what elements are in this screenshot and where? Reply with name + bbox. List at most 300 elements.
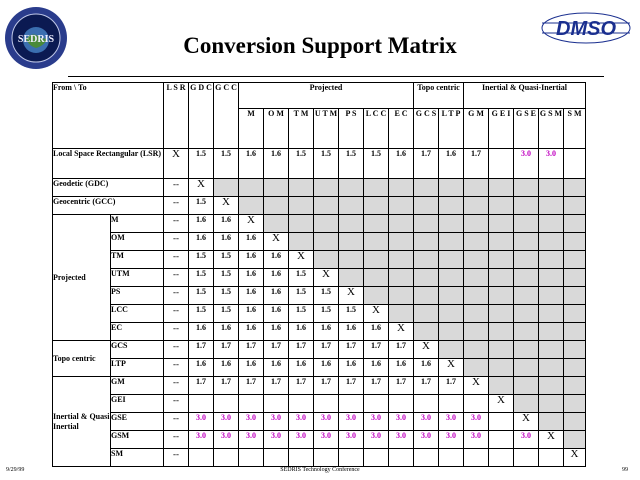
matrix-cell: 3.0 xyxy=(314,413,339,431)
row-label: Local Space Rectangular (LSR) xyxy=(53,149,164,179)
matrix-cell: -- xyxy=(164,215,189,233)
matrix-cell: 3.0 xyxy=(239,413,264,431)
col-header-gcc: G C C xyxy=(214,83,239,149)
matrix-cell: -- xyxy=(164,341,189,359)
matrix-cell xyxy=(539,197,564,215)
matrix-cell xyxy=(564,359,586,377)
col-header: G M xyxy=(464,109,489,149)
matrix-cell xyxy=(489,323,514,341)
matrix-cell: 1.5 xyxy=(189,287,214,305)
matrix-cell: 1.7 xyxy=(389,377,414,395)
matrix-cell xyxy=(289,449,314,467)
matrix-cell xyxy=(314,215,339,233)
matrix-cell: X xyxy=(439,359,464,377)
matrix-cell xyxy=(264,395,289,413)
row-label: GM xyxy=(111,377,164,395)
matrix-cell: 1.7 xyxy=(464,149,489,179)
matrix-cell: 1.6 xyxy=(264,305,289,323)
matrix-cell xyxy=(489,149,514,179)
matrix-cell: 1.5 xyxy=(189,251,214,269)
matrix-cell xyxy=(539,305,564,323)
matrix-cell xyxy=(439,323,464,341)
matrix-cell: 1.6 xyxy=(389,359,414,377)
matrix-cell xyxy=(489,431,514,449)
matrix-cell xyxy=(289,215,314,233)
matrix-cell xyxy=(564,215,586,233)
matrix-cell: 3.0 xyxy=(464,431,489,449)
matrix-cell xyxy=(564,179,586,197)
matrix-cell xyxy=(264,179,289,197)
table-row xyxy=(53,305,586,323)
matrix-cell: X xyxy=(364,305,389,323)
matrix-cell: 3.0 xyxy=(264,413,289,431)
matrix-cell xyxy=(564,197,586,215)
matrix-cell xyxy=(364,395,389,413)
row-label: EC xyxy=(111,323,164,341)
matrix-cell: 3.0 xyxy=(439,413,464,431)
matrix-cell: 3.0 xyxy=(514,431,539,449)
matrix-cell: 1.5 xyxy=(339,305,364,323)
matrix-cell xyxy=(564,305,586,323)
matrix-cell xyxy=(414,215,439,233)
matrix-cell: 3.0 xyxy=(514,149,539,179)
matrix-cell xyxy=(414,287,439,305)
matrix-cell: -- xyxy=(164,395,189,413)
matrix-cell: 3.0 xyxy=(289,413,314,431)
matrix-cell xyxy=(539,269,564,287)
matrix-cell xyxy=(489,287,514,305)
matrix-cell: 1.7 xyxy=(314,341,339,359)
matrix-cell xyxy=(514,233,539,251)
matrix-cell xyxy=(464,305,489,323)
matrix-cell: 1.6 xyxy=(239,269,264,287)
matrix-cell xyxy=(464,395,489,413)
table-row xyxy=(53,377,586,395)
matrix-cell xyxy=(389,269,414,287)
matrix-cell xyxy=(489,179,514,197)
matrix-cell xyxy=(339,449,364,467)
matrix-cell: X xyxy=(339,287,364,305)
matrix-cell xyxy=(514,359,539,377)
matrix-cell xyxy=(514,449,539,467)
footer-conference: SEDRIS Technology Conference xyxy=(280,467,360,473)
matrix-cell: 1.6 xyxy=(289,323,314,341)
matrix-cell xyxy=(489,215,514,233)
matrix-cell: 1.7 xyxy=(339,377,364,395)
col-header: G S E xyxy=(514,109,539,149)
matrix-cell xyxy=(514,377,539,395)
matrix-cell xyxy=(214,395,239,413)
matrix-cell xyxy=(339,233,364,251)
matrix-cell: 1.6 xyxy=(239,287,264,305)
matrix-cell xyxy=(564,251,586,269)
matrix-cell xyxy=(439,305,464,323)
matrix-cell: 3.0 xyxy=(189,431,214,449)
matrix-cell xyxy=(464,269,489,287)
matrix-cell: 1.6 xyxy=(214,233,239,251)
matrix-cell: 1.7 xyxy=(264,377,289,395)
row-label: M xyxy=(111,215,164,233)
matrix-cell xyxy=(414,395,439,413)
svg-text:SEDRIS: SEDRIS xyxy=(17,34,55,45)
matrix-cell: X xyxy=(389,323,414,341)
matrix-cell xyxy=(464,341,489,359)
matrix-cell xyxy=(539,359,564,377)
matrix-cell xyxy=(264,449,289,467)
conversion-matrix xyxy=(52,82,586,467)
matrix-cell xyxy=(414,197,439,215)
matrix-cell xyxy=(464,251,489,269)
matrix-cell xyxy=(439,197,464,215)
matrix-cell xyxy=(489,359,514,377)
matrix-cell: 3.0 xyxy=(214,413,239,431)
matrix-cell: -- xyxy=(164,413,189,431)
matrix-cell: 3.0 xyxy=(414,431,439,449)
row-label: OM xyxy=(111,233,164,251)
matrix-cell: 1.6 xyxy=(214,323,239,341)
matrix-cell xyxy=(439,233,464,251)
table-row xyxy=(53,149,586,179)
matrix-cell xyxy=(514,269,539,287)
matrix-cell xyxy=(289,179,314,197)
matrix-cell xyxy=(389,179,414,197)
footer-page-number: 99 xyxy=(622,467,628,473)
matrix-cell xyxy=(389,215,414,233)
matrix-cell xyxy=(489,305,514,323)
matrix-cell: 1.5 xyxy=(214,305,239,323)
matrix-cell xyxy=(439,251,464,269)
matrix-cell xyxy=(414,305,439,323)
matrix-cell: 3.0 xyxy=(439,431,464,449)
matrix-cell: 1.6 xyxy=(364,323,389,341)
matrix-cell: 1.5 xyxy=(289,305,314,323)
matrix-cell xyxy=(314,233,339,251)
matrix-cell xyxy=(439,287,464,305)
matrix-cell: X xyxy=(264,233,289,251)
matrix-cell xyxy=(289,233,314,251)
matrix-cell xyxy=(314,449,339,467)
matrix-cell: 1.5 xyxy=(314,305,339,323)
matrix-cell: 1.6 xyxy=(414,359,439,377)
matrix-cell: X xyxy=(164,149,189,179)
matrix-cell: 3.0 xyxy=(239,431,264,449)
matrix-cell xyxy=(464,197,489,215)
matrix-cell xyxy=(414,323,439,341)
matrix-cell xyxy=(539,179,564,197)
matrix-cell: 1.6 xyxy=(439,149,464,179)
matrix-cell xyxy=(489,449,514,467)
matrix-cell xyxy=(389,197,414,215)
matrix-cell xyxy=(539,287,564,305)
matrix-cell: 3.0 xyxy=(264,431,289,449)
matrix-cell: X xyxy=(414,341,439,359)
matrix-cell xyxy=(539,323,564,341)
matrix-cell xyxy=(564,323,586,341)
table-row xyxy=(53,431,586,449)
matrix-cell xyxy=(564,413,586,431)
matrix-cell: X xyxy=(289,251,314,269)
matrix-cell: 1.6 xyxy=(339,323,364,341)
matrix-cell: -- xyxy=(164,449,189,467)
matrix-cell xyxy=(214,179,239,197)
matrix-cell xyxy=(439,449,464,467)
matrix-cell: 1.5 xyxy=(339,149,364,179)
col-header: G C S xyxy=(414,109,439,149)
matrix-cell xyxy=(489,233,514,251)
matrix-cell: 3.0 xyxy=(189,413,214,431)
matrix-cell: 1.6 xyxy=(189,323,214,341)
matrix-cell xyxy=(514,287,539,305)
matrix-cell: -- xyxy=(164,233,189,251)
table-row xyxy=(53,395,586,413)
matrix-cell: -- xyxy=(164,377,189,395)
matrix-cell: 1.5 xyxy=(189,197,214,215)
matrix-cell: 1.5 xyxy=(314,287,339,305)
matrix-cell xyxy=(364,287,389,305)
row-label: GSE xyxy=(111,413,164,431)
matrix-cell xyxy=(489,197,514,215)
matrix-cell: X xyxy=(214,197,239,215)
matrix-cell xyxy=(339,395,364,413)
matrix-cell: 3.0 xyxy=(364,413,389,431)
matrix-cell xyxy=(464,287,489,305)
row-label: SM xyxy=(111,449,164,467)
matrix-cell: 1.5 xyxy=(214,269,239,287)
table-row xyxy=(53,215,586,233)
matrix-cell: 1.6 xyxy=(189,359,214,377)
matrix-cell xyxy=(264,197,289,215)
matrix-cell xyxy=(189,449,214,467)
matrix-cell xyxy=(564,377,586,395)
matrix-cell: 1.7 xyxy=(239,341,264,359)
matrix-cell: 1.6 xyxy=(239,359,264,377)
col-header: G E I xyxy=(489,109,514,149)
matrix-cell xyxy=(464,359,489,377)
matrix-cell xyxy=(564,233,586,251)
matrix-cell xyxy=(464,215,489,233)
matrix-cell: 3.0 xyxy=(389,413,414,431)
matrix-cell: 3.0 xyxy=(464,413,489,431)
row-label: TM xyxy=(111,251,164,269)
matrix-cell xyxy=(564,395,586,413)
matrix-cell: 1.7 xyxy=(339,341,364,359)
matrix-cell xyxy=(389,305,414,323)
matrix-cell: 1.6 xyxy=(239,305,264,323)
matrix-cell xyxy=(314,251,339,269)
matrix-cell xyxy=(514,215,539,233)
matrix-cell: 1.5 xyxy=(189,305,214,323)
matrix-cell xyxy=(214,449,239,467)
matrix-cell: 3.0 xyxy=(389,431,414,449)
matrix-cell xyxy=(414,233,439,251)
matrix-cell xyxy=(414,251,439,269)
matrix-cell xyxy=(364,215,389,233)
matrix-cell: 1.7 xyxy=(214,341,239,359)
matrix-cell: 1.6 xyxy=(264,287,289,305)
matrix-cell: 1.5 xyxy=(189,269,214,287)
matrix-cell xyxy=(414,179,439,197)
footer-date: 9/29/99 xyxy=(6,467,25,473)
matrix-cell xyxy=(539,215,564,233)
col-header: G S M xyxy=(539,109,564,149)
matrix-cell xyxy=(364,179,389,197)
group-header-inertial: Inertial & Quasi-Inertial xyxy=(464,83,586,109)
matrix-cell xyxy=(539,377,564,395)
matrix-cell: X xyxy=(539,431,564,449)
matrix-cell: -- xyxy=(164,251,189,269)
matrix-cell: -- xyxy=(164,269,189,287)
matrix-cell: 1.5 xyxy=(189,149,214,179)
col-header: O M xyxy=(264,109,289,149)
row-label: GSM xyxy=(111,431,164,449)
matrix-cell xyxy=(514,305,539,323)
matrix-cell xyxy=(564,269,586,287)
matrix-cell: 1.6 xyxy=(389,149,414,179)
matrix-cell xyxy=(514,197,539,215)
matrix-cell xyxy=(514,341,539,359)
matrix-cell: 1.6 xyxy=(239,149,264,179)
matrix-cell: 1.6 xyxy=(314,359,339,377)
matrix-cell xyxy=(464,449,489,467)
col-header: S M xyxy=(564,109,586,149)
row-label: LCC xyxy=(111,305,164,323)
matrix-cell xyxy=(364,251,389,269)
matrix-cell xyxy=(539,233,564,251)
matrix-cell xyxy=(339,179,364,197)
matrix-cell: X xyxy=(189,179,214,197)
matrix-cell: 1.5 xyxy=(214,287,239,305)
matrix-cell xyxy=(464,179,489,197)
row-label: PS xyxy=(111,287,164,305)
table-row xyxy=(53,197,586,215)
matrix-cell: 1.7 xyxy=(389,341,414,359)
col-header-lsr: L S R xyxy=(164,83,189,149)
matrix-cell: 1.6 xyxy=(239,233,264,251)
matrix-cell: -- xyxy=(164,287,189,305)
table-row xyxy=(53,359,586,377)
matrix-cell: 1.7 xyxy=(239,377,264,395)
matrix-cell xyxy=(339,251,364,269)
matrix-cell: 1.7 xyxy=(189,377,214,395)
row-label: GCS xyxy=(111,341,164,359)
matrix-cell: 1.6 xyxy=(264,323,289,341)
row-group-label: Topo centric xyxy=(53,341,111,377)
col-header: M xyxy=(239,109,264,149)
matrix-cell: 1.6 xyxy=(314,323,339,341)
matrix-cell xyxy=(439,179,464,197)
matrix-cell xyxy=(439,341,464,359)
col-header-gdc: G D C xyxy=(189,83,214,149)
table-row xyxy=(53,449,586,467)
matrix-cell: 1.7 xyxy=(189,341,214,359)
matrix-cell: 1.5 xyxy=(289,149,314,179)
matrix-cell: 1.7 xyxy=(214,377,239,395)
matrix-cell: 3.0 xyxy=(339,413,364,431)
matrix-cell: 1.5 xyxy=(214,149,239,179)
matrix-cell xyxy=(564,341,586,359)
table-row xyxy=(53,179,586,197)
col-header: E C xyxy=(389,109,414,149)
matrix-cell xyxy=(389,251,414,269)
matrix-cell: 1.7 xyxy=(439,377,464,395)
matrix-cell: -- xyxy=(164,431,189,449)
matrix-cell: 1.6 xyxy=(189,215,214,233)
matrix-cell xyxy=(389,449,414,467)
matrix-cell xyxy=(539,449,564,467)
matrix-cell xyxy=(464,323,489,341)
matrix-cell: 1.7 xyxy=(414,149,439,179)
matrix-cell xyxy=(289,197,314,215)
matrix-cell xyxy=(264,215,289,233)
matrix-cell xyxy=(539,395,564,413)
matrix-cell: 1.7 xyxy=(314,377,339,395)
matrix-cell: 3.0 xyxy=(414,413,439,431)
matrix-cell xyxy=(489,377,514,395)
table-row xyxy=(53,251,586,269)
matrix-cell: X xyxy=(464,377,489,395)
matrix-cell xyxy=(414,449,439,467)
matrix-cell: X xyxy=(489,395,514,413)
row-label: LTP xyxy=(111,359,164,377)
matrix-cell: 1.5 xyxy=(289,287,314,305)
matrix-cell: -- xyxy=(164,197,189,215)
matrix-cell xyxy=(314,179,339,197)
matrix-cell: 1.6 xyxy=(264,251,289,269)
matrix-cell xyxy=(339,197,364,215)
matrix-cell xyxy=(439,215,464,233)
matrix-cell: 1.7 xyxy=(364,341,389,359)
matrix-cell xyxy=(314,197,339,215)
matrix-cell: 1.5 xyxy=(289,269,314,287)
table-row xyxy=(53,287,586,305)
matrix-cell: 3.0 xyxy=(364,431,389,449)
matrix-cell: 1.5 xyxy=(364,149,389,179)
matrix-cell xyxy=(439,269,464,287)
matrix-cell xyxy=(414,269,439,287)
group-header-projected: Projected xyxy=(239,83,414,109)
matrix-cell xyxy=(289,395,314,413)
matrix-cell xyxy=(314,395,339,413)
matrix-cell xyxy=(514,323,539,341)
matrix-cell xyxy=(514,179,539,197)
matrix-cell xyxy=(239,395,264,413)
matrix-cell: X xyxy=(564,449,586,467)
matrix-cell: 1.6 xyxy=(214,215,239,233)
matrix-cell: 1.6 xyxy=(264,359,289,377)
matrix-cell xyxy=(464,233,489,251)
matrix-cell xyxy=(514,395,539,413)
row-label: Geodetic (GDC) xyxy=(53,179,164,197)
col-header: T M xyxy=(289,109,314,149)
matrix-cell xyxy=(364,233,389,251)
matrix-cell: -- xyxy=(164,359,189,377)
matrix-cell: 3.0 xyxy=(289,431,314,449)
matrix-cell: 1.7 xyxy=(364,377,389,395)
matrix-cell: X xyxy=(314,269,339,287)
matrix-cell xyxy=(364,449,389,467)
matrix-cell: -- xyxy=(164,305,189,323)
title-rule xyxy=(68,76,604,77)
matrix-cell: 1.5 xyxy=(314,149,339,179)
matrix-cell: 1.6 xyxy=(214,359,239,377)
matrix-cell xyxy=(189,395,214,413)
matrix-cell xyxy=(364,197,389,215)
matrix-cell xyxy=(439,395,464,413)
matrix-cell: -- xyxy=(164,179,189,197)
matrix-cell xyxy=(489,341,514,359)
col-header: L C C xyxy=(364,109,389,149)
matrix-cell: X xyxy=(514,413,539,431)
